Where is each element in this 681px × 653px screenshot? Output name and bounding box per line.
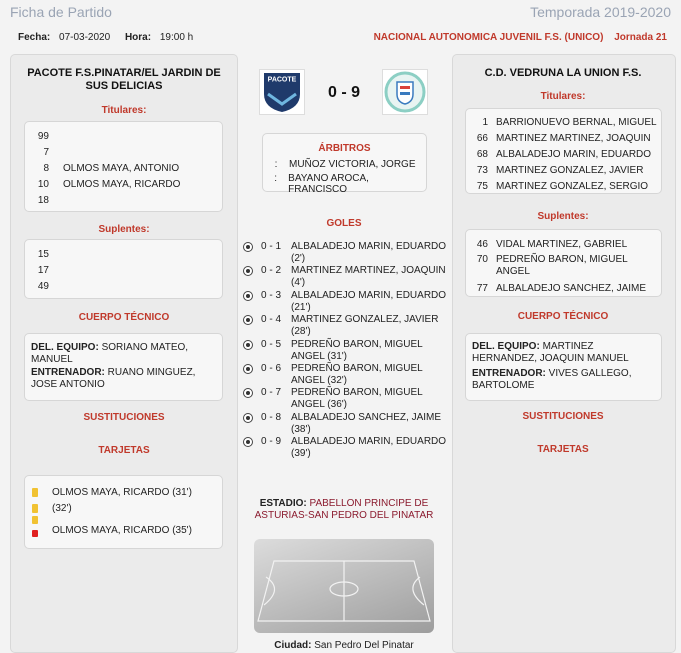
city-info — [248, 640, 440, 651]
time-label: Hora: — [124, 32, 152, 43]
home-substitutions-title: SUSTITUCIONES — [83, 412, 165, 423]
stadium-label: ESTADIO: — [259, 498, 307, 509]
player-row[interactable]: 75 MARTINEZ GONZALEZ, SERGIO — [476, 180, 649, 192]
player-row[interactable]: 18 — [37, 194, 49, 206]
goal-row: 0 - 2 MARTINEZ MARTINEZ, JOAQUIN (4') — [243, 265, 448, 289]
home-cards-title: TARJETAS — [98, 445, 150, 456]
home-staff-box — [24, 333, 223, 401]
player-row[interactable]: 8 OLMOS MAYA, ANTONIO — [43, 162, 180, 174]
ball-icon — [243, 364, 253, 374]
away-delegate: DEL. EQUIPO: MARTINEZ HERNANDEZ, JOAQUIN MANUEL — [472, 341, 629, 364]
date-label: Fecha: — [18, 32, 51, 43]
home-team-name[interactable]: PACOTE F.S.PINATAR/EL JARDIN DE SUS DELICIAS — [27, 67, 221, 92]
ball-icon — [243, 315, 253, 325]
yellow-card-icon — [32, 488, 38, 497]
player-row[interactable]: 49 — [37, 280, 49, 292]
away-starters-title: Titulares: — [540, 91, 586, 102]
referee-row: : BAYANO AROCA, FRANCISCO — [274, 173, 369, 195]
home-cards-box — [24, 475, 223, 549]
player-row[interactable]: 66 MARTINEZ MARTINEZ, JOAQUIN — [476, 132, 651, 144]
ball-icon — [243, 242, 253, 252]
ball-icon — [243, 340, 253, 350]
ball-icon — [243, 437, 253, 447]
city-label: Ciudad: — [274, 640, 312, 651]
away-subs-title: Suplentes: — [537, 211, 589, 222]
pitch-image — [254, 539, 434, 633]
home-coach: ENTRENADOR: RUANO MINGUEZ, JOSE ANTONIO — [31, 367, 196, 390]
player-row[interactable]: 70 PEDREÑO BARON, MIGUEL ANGEL — [476, 254, 628, 277]
score-separator: - — [341, 84, 347, 101]
player-row[interactable]: 7 — [43, 146, 49, 158]
away-starters-box — [465, 108, 662, 194]
player-row[interactable]: 17 — [37, 264, 49, 276]
away-crest-icon — [383, 70, 427, 114]
goal-row: 0 - 8 ALBALADEJO SANCHEZ, JAIME (38') — [243, 412, 448, 436]
ball-icon — [243, 413, 253, 423]
goals-list — [243, 241, 448, 461]
stadium-name[interactable]: PABELLON PRINCIPE DE ASTURIAS-SAN PEDRO DEL PINATAR — [254, 498, 434, 521]
player-row[interactable]: 1 BARRIONUEVO BERNAL, MIGUEL — [482, 116, 657, 128]
away-team-name[interactable]: C.D. VEDRUNA LA UNION F.S. — [484, 67, 642, 79]
away-team-logo[interactable] — [382, 69, 428, 115]
player-row[interactable]: 73 MARTINEZ GONZALEZ, JAVIER — [476, 164, 644, 176]
yellow-card-icon — [32, 516, 38, 524]
home-team-logo[interactable] — [259, 69, 305, 115]
city-name: San Pedro Del Pinatar — [314, 640, 414, 651]
away-staff-box — [465, 333, 662, 401]
match-date: 07-03-2020 — [59, 32, 111, 43]
referees-box — [262, 133, 427, 195]
goals-title: GOLES — [326, 218, 362, 229]
goal-row: 0 - 9 ALBALADEJO MARIN, EDUARDO (39') — [243, 436, 448, 460]
goal-row: 0 - 5 PEDREÑO BARON, MIGUEL ANGEL (31') — [243, 339, 448, 363]
home-subs-box — [24, 239, 223, 299]
goal-row: 0 - 1 ALBALADEJO MARIN, EDUARDO (2') — [243, 241, 448, 265]
home-crest-icon — [260, 70, 304, 114]
card-row: (32') — [32, 500, 222, 516]
away-staff-title: CUERPO TÉCNICO — [517, 311, 609, 322]
ball-icon — [243, 291, 253, 301]
page-title: Ficha de Partido — [10, 4, 112, 20]
stadium-info — [248, 498, 440, 522]
competition — [374, 32, 667, 43]
referee-row: : MUÑOZ VICTORIA, JORGE — [274, 159, 416, 170]
ball-icon — [243, 266, 253, 276]
home-starters-title: Titulares: — [101, 105, 147, 116]
yellow-card-icon — [32, 504, 38, 513]
season-label: Temporada 2019-2020 — [530, 4, 671, 20]
away-score: 9 — [351, 84, 361, 101]
card-row: OLMOS MAYA, RICARDO (31') — [32, 484, 222, 500]
referees-title: ÁRBITROS — [318, 143, 371, 154]
svg-text:PACOTE: PACOTE — [267, 76, 297, 84]
ball-icon — [243, 388, 253, 398]
player-row[interactable]: 46 VIDAL MARTINEZ, GABRIEL — [476, 238, 628, 250]
away-subs-box — [465, 229, 662, 297]
player-row[interactable]: 68 ALBALADEJO MARIN, EDUARDO — [476, 148, 652, 160]
player-row[interactable]: 15 — [37, 248, 49, 260]
goal-row: 0 - 3 ALBALADEJO MARIN, EDUARDO (21') — [243, 290, 448, 314]
home-delegate: DEL. EQUIPO: SORIANO MATEO, MANUEL — [31, 342, 189, 365]
card-row: OLMOS MAYA, RICARDO (35') — [32, 526, 222, 540]
player-row[interactable]: 77 ALBALADEJO SANCHEZ, JAIME — [476, 282, 647, 294]
score-display — [322, 84, 366, 102]
away-cards-title: TARJETAS — [537, 444, 589, 455]
home-starters-box — [24, 121, 223, 212]
away-coach: ENTRENADOR: VIVES GALLEGO, BARTOLOME — [472, 368, 632, 391]
player-row[interactable]: 10 OLMOS MAYA, RICARDO — [37, 178, 181, 190]
competition-name: NACIONAL AUTONOMICA JUVENIL F.S. (UNICO) — [373, 32, 604, 43]
round-label: Jornada 21 — [614, 32, 667, 43]
match-meta — [18, 32, 193, 43]
home-staff-title: CUERPO TÉCNICO — [78, 312, 170, 323]
home-subs-title: Suplentes: — [98, 224, 150, 235]
player-row[interactable]: 99 — [37, 130, 49, 142]
match-time: 19:00 h — [159, 32, 194, 43]
home-score: 0 — [327, 84, 337, 101]
pitch-illustration — [254, 539, 434, 633]
away-substitutions-title: SUSTITUCIONES — [522, 411, 604, 422]
red-card-icon — [32, 530, 38, 537]
goal-row: 0 - 4 MARTINEZ GONZALEZ, JAVIER (28') — [243, 314, 448, 338]
goal-row: 0 - 6 PEDREÑO BARON, MIGUEL ANGEL (32') — [243, 363, 448, 387]
goal-row: 0 - 7 PEDREÑO BARON, MIGUEL ANGEL (36') — [243, 387, 448, 411]
